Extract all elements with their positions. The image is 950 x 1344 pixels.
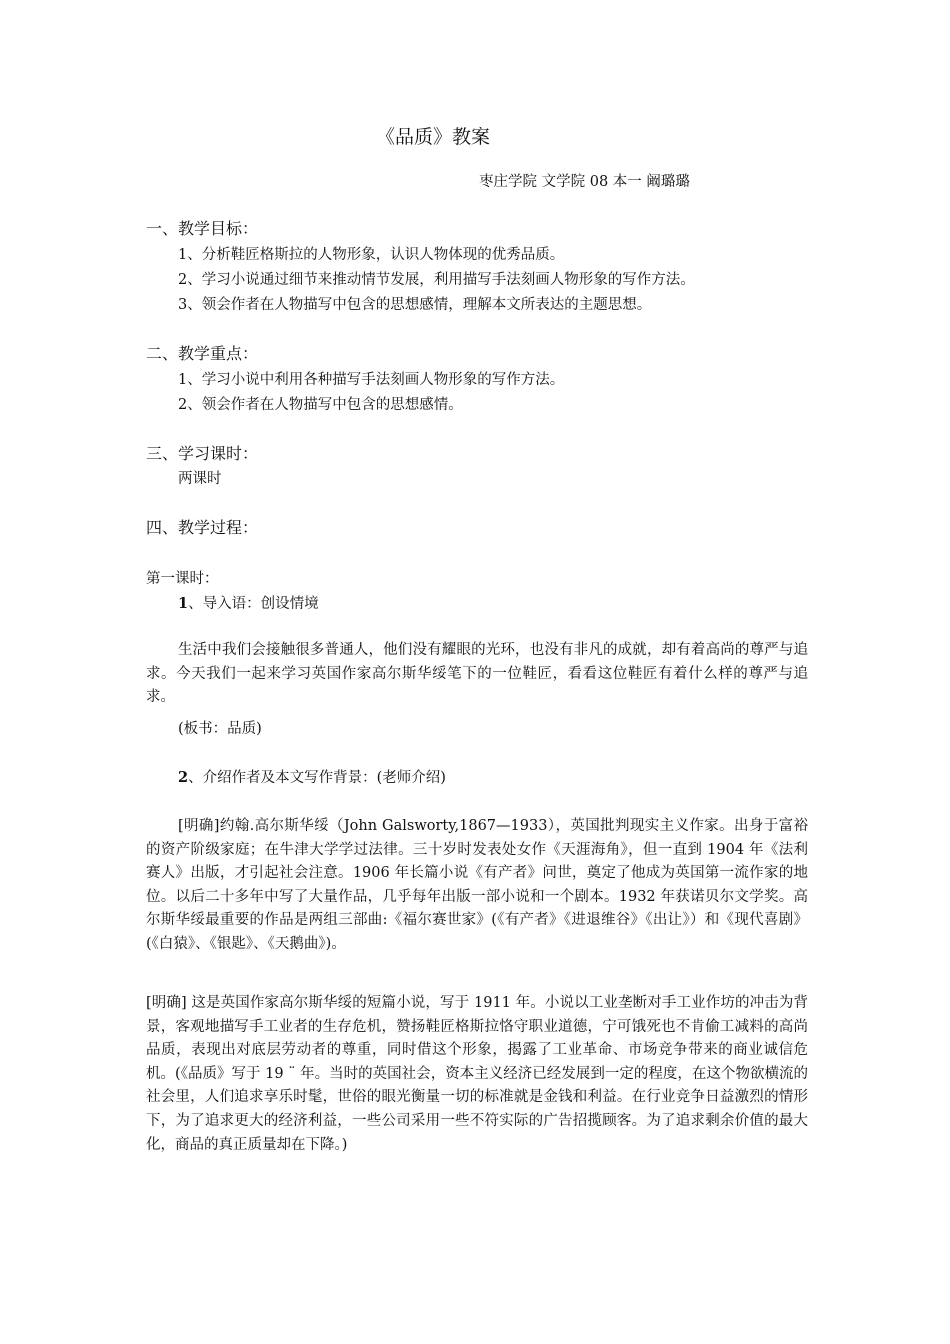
background-paragraph: [明确] 这是英国作家高尔斯华绥的短篇小说，写于 1911 年。小说以工业垄断对手工业作坊的冲击为背景，客观地描写手工业者的生存危机，赞扬鞋匠格斯拉恪守职业道德，宁可饿死也不肯偷工减料的高尚品质，表现出对底层劳动者的尊重，同时借这个形象，揭露了工业革命、市场竞争带来的商业诚信危机。(《品质》写于 19 ¨ 年。当时的英国社会，资本主义经济已经发展到一定的程度，在这个物欲横流的社会里，人们追求享乐时髦，世俗的眼光衡量一切的标准就是金钱和利益。在行业竞争日益激烈的情形下，为了追求更大的经济利益，一些公司采用一些不符实际的广告招揽顾客。为了追求剩余价值的最大化，商品的真正质量却在下降。) xyxy=(146,995,808,1153)
section-heading-process: 四、教学过程： xyxy=(146,518,259,537)
key-point-item: 1、学习小说中利用各种描写手法刻画人物形象的写作方法。 xyxy=(178,372,565,388)
step-title: 、介绍作者及本文写作背景：(老师介绍) xyxy=(188,770,446,786)
key-point-item: 2、领会作者在人物描写中包含的思想感情。 xyxy=(178,397,463,413)
intro-paragraph: 生活中我们会接触很多普通人，他们没有耀眼的光环，也没有非凡的成就，却有着高尚的尊严与追求。今天我们一起来学习英国作家高尔斯华绥笔下的一位鞋匠，看看这位鞋匠有着什么样的尊严与追求。 xyxy=(146,642,808,706)
board-note: (板书：品质) xyxy=(178,721,262,737)
section-heading-objectives: 一、教学目标： xyxy=(146,219,259,238)
section-heading-class-hours: 三、学习课时： xyxy=(146,444,259,463)
step-intro-heading xyxy=(178,592,319,613)
step-number: 1 xyxy=(178,595,189,612)
step-author-heading xyxy=(178,766,446,787)
author-paragraph: [明确]约翰.高尔斯华绥（John Galsworty,1867—1933），英国批判现实主义作家。出身于富裕的资产阶级家庭；在牛津大学学过法律。三十岁时发表处女作《天涯海角》，但一直到 1904 年《法利赛人》出版，才引起社会注意。1906 年长篇小说《有产者》问世，奠定了他成为英国第一流作家的地位。以后二十多年中写了大量作品，几乎每年出版一部小说和一个剧本。1932 年获诺贝尔文学奖。高尔斯华绥最重要的作品是两组三部曲:《福尔赛世家》(《有产者》《进退维谷》《出让》）和《现代喜剧》(《白猿》、《银匙》、《天鹅曲》)。 xyxy=(146,818,808,952)
page-title: 《品质》教案 xyxy=(376,126,491,148)
lesson-label: 第一课时： xyxy=(146,571,219,587)
author-byline: 枣庄学院 文学院 08 本一 阚璐璐 xyxy=(479,174,690,190)
step-title: 、导入语：创设情境 xyxy=(188,596,319,612)
step-number: 2 xyxy=(178,769,189,786)
objective-item: 3、领会作者在人物描写中包含的思想感情，理解本文所表达的主题思想。 xyxy=(178,297,652,313)
objective-item: 2、学习小说通过细节来推动情节发展，利用描写手法刻画人物形象的写作方法。 xyxy=(178,272,695,288)
class-hours-value: 两课时 xyxy=(178,471,222,487)
objective-item: 1、分析鞋匠格斯拉的人物形象，认识人物体现的优秀品质。 xyxy=(178,247,565,263)
section-heading-key-points: 二、教学重点： xyxy=(146,344,259,363)
